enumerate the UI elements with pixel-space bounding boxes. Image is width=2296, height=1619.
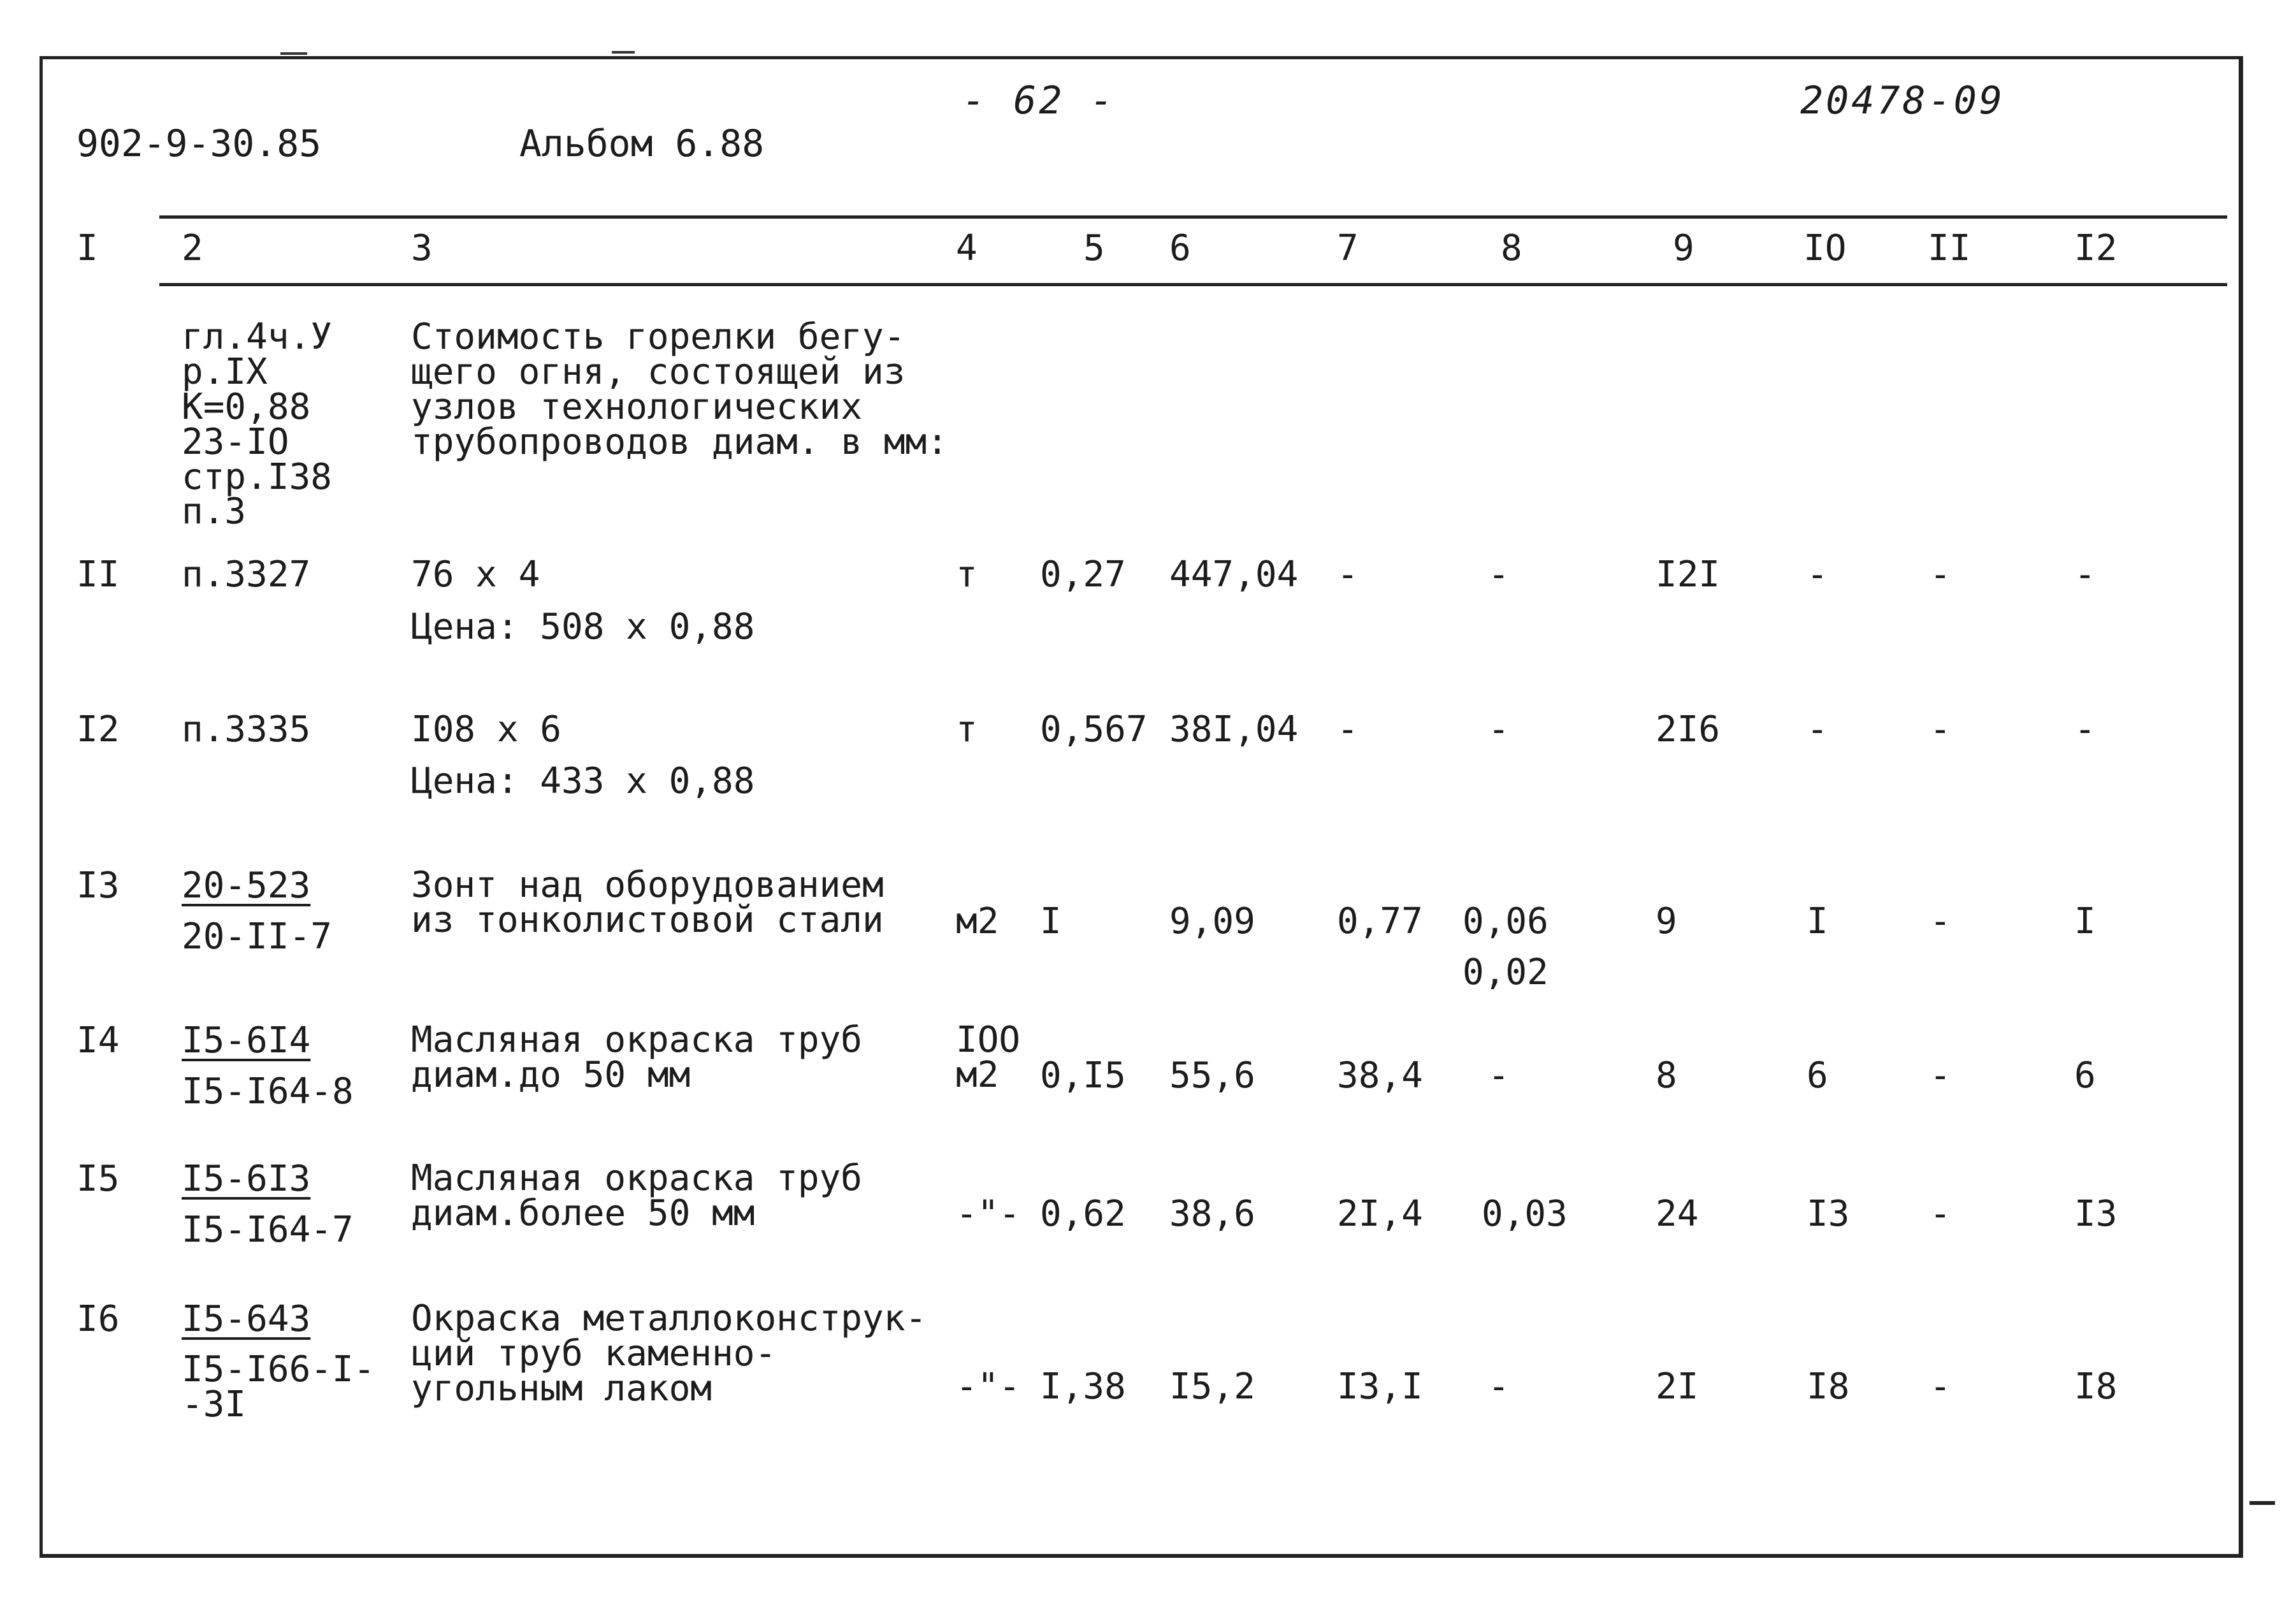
unit: -"-: [956, 1193, 1021, 1235]
reference-primary: I5-643: [182, 1298, 311, 1340]
col12-value: I8: [2074, 1366, 2118, 1407]
col10-value: -: [1807, 709, 1828, 750]
row-number: I5: [76, 1158, 120, 1200]
col7-value: I3,I: [1337, 1366, 1423, 1407]
col9-value: 8: [1656, 1055, 1677, 1096]
reference-primary: 20-523: [182, 865, 311, 906]
col10-value: 6: [1807, 1055, 1828, 1096]
col11-value: -: [1930, 1055, 1951, 1096]
quantity: 0,27: [1040, 554, 1126, 595]
unit-cost: 447,04: [1169, 554, 1299, 595]
row-number: I6: [76, 1298, 120, 1340]
col12-value: I3: [2074, 1193, 2118, 1235]
price-note: Цена: 508 x 0,88: [411, 606, 755, 648]
col10-value: I3: [1807, 1193, 1850, 1235]
col7-value: -: [1337, 554, 1359, 595]
col11-value: -: [1930, 1366, 1951, 1407]
unit-cost: 38,6: [1169, 1193, 1255, 1235]
col12-value: -: [2074, 554, 2096, 595]
scan-mark: [280, 52, 307, 55]
row-number: I4: [76, 1020, 120, 1061]
price-note: Цена: 433 x 0,88: [411, 760, 755, 802]
col8-value: -: [1488, 1366, 1510, 1407]
col-header: 4: [956, 228, 978, 269]
col9-value: I2I: [1656, 554, 1721, 595]
row-number: I2: [76, 709, 120, 750]
col8-value: -: [1488, 554, 1510, 595]
unit: т: [956, 709, 978, 750]
col11-value: -: [1930, 1193, 1951, 1235]
unit: IOO м2: [956, 1019, 1021, 1096]
scan-mark: [612, 51, 635, 54]
col9-value: 24: [1656, 1193, 1699, 1235]
description: Окраска металлоконструк- ций труб каменно- угольным лаком: [411, 1298, 927, 1409]
reference-primary: I5-6I3: [182, 1158, 311, 1200]
row-number: I3: [76, 865, 120, 906]
quantity: I: [1040, 901, 1062, 942]
row-number: II: [76, 554, 120, 595]
col8-value: -: [1488, 1055, 1510, 1096]
col10-value: I8: [1807, 1366, 1850, 1407]
col8-value: 0,03: [1482, 1193, 1568, 1235]
reference: п.3335: [182, 709, 311, 750]
reference-secondary: I5-I66-I- -3I: [182, 1349, 375, 1425]
unit-cost: 38I,04: [1169, 709, 1299, 750]
col11-value: -: [1930, 709, 1951, 750]
page-frame: [40, 56, 2243, 1558]
col7-value: 2I,4: [1337, 1193, 1423, 1235]
col9-value: 2I: [1656, 1366, 1699, 1407]
col-header: I2: [2074, 228, 2118, 269]
reference-note: гл.4ч.У р.IX К=0,88 23-IO стр.I38 п.3: [182, 316, 333, 533]
col9-value: 2I6: [1656, 709, 1721, 750]
quantity: I,38: [1040, 1366, 1126, 1407]
col12-value: -: [2074, 709, 2096, 750]
page-number: - 62 -: [962, 78, 1116, 123]
col11-value: -: [1930, 554, 1951, 595]
description: 76 x 4: [411, 554, 540, 595]
unit: -"-: [956, 1366, 1021, 1407]
col7-value: -: [1337, 709, 1359, 750]
col11-value: -: [1930, 901, 1951, 942]
unit-cost: I5,2: [1169, 1366, 1255, 1407]
reference-primary: I5-6I4: [182, 1020, 311, 1061]
unit: т: [956, 554, 978, 595]
reference-secondary: 20-II-7: [182, 916, 333, 957]
col-header: 3: [411, 228, 433, 269]
col7-value: 38,4: [1337, 1055, 1423, 1096]
quantity: 0,62: [1040, 1193, 1126, 1235]
col-header: 6: [1169, 228, 1191, 269]
description: I08 x 6: [411, 709, 562, 750]
reference-secondary: I5-I64-7: [182, 1209, 354, 1251]
unit-cost: 55,6: [1169, 1055, 1255, 1096]
col10-value: -: [1807, 554, 1828, 595]
col12-value: I: [2074, 901, 2096, 942]
header-rule-top: [159, 215, 2227, 219]
col-header: I: [76, 228, 98, 269]
doc-code: 902-9-30.85: [76, 122, 322, 165]
col9-value: 9: [1656, 901, 1677, 942]
col7-value: 0,77: [1337, 901, 1423, 942]
inventory-stamp: 20478-09: [1800, 78, 2005, 123]
col-header: II: [1928, 228, 1971, 269]
quantity: 0,I5: [1040, 1055, 1126, 1096]
unit: м2: [956, 901, 999, 942]
description: Стоимость горелки бегу- щего огня, состоящей из узлов технологических трубопроводов диам. в мм:: [411, 316, 948, 463]
description: Масляная окраска труб диам.более 50 мм: [411, 1158, 863, 1234]
unit-cost: 9,09: [1169, 901, 1255, 942]
col8-subvalue: 0,02: [1462, 952, 1549, 993]
frame-tick: [2249, 1501, 2275, 1505]
col-header: IO: [1803, 228, 1847, 269]
col-header: 7: [1337, 228, 1359, 269]
album-label: Альбом 6.88: [519, 122, 765, 165]
reference: п.3327: [182, 554, 311, 595]
col-header: 2: [182, 228, 203, 269]
col-header: 5: [1083, 228, 1105, 269]
quantity: 0,567: [1040, 709, 1148, 750]
description: Масляная окраска труб диам.до 50 мм: [411, 1019, 863, 1096]
col10-value: I: [1807, 901, 1828, 942]
col12-value: 6: [2074, 1055, 2096, 1096]
description: Зонт над оборудованием из тонколистовой стали: [411, 864, 884, 941]
col8-value: 0,06: [1462, 901, 1549, 942]
col-header: 8: [1501, 228, 1522, 269]
header-rule-bottom: [159, 283, 2227, 286]
col-header: 9: [1673, 228, 1694, 269]
col8-value: -: [1488, 709, 1510, 750]
reference-secondary: I5-I64-8: [182, 1071, 354, 1112]
